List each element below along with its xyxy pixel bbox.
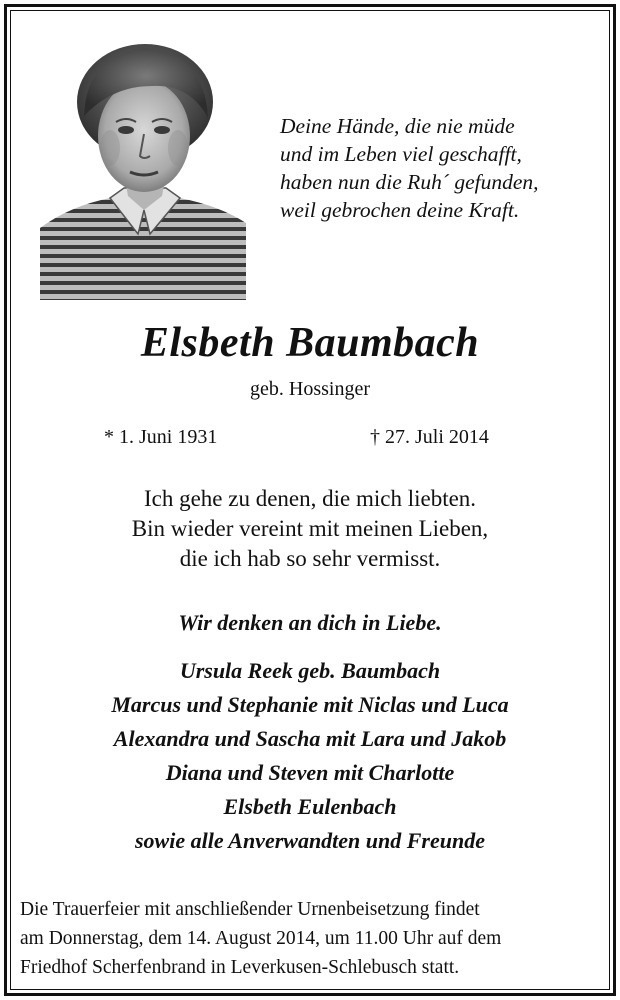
poem <box>280 112 539 224</box>
verse-line: die ich hab so sehr vermisst. <box>179 546 441 571</box>
poem-line: Deine Hände, die nie müde <box>280 114 515 138</box>
funeral-notice <box>20 895 606 982</box>
verse-line: Bin wieder vereint mit meinen Lieben, <box>131 516 489 541</box>
deceased-name: Elsbeth Baumbach <box>140 320 480 366</box>
verse <box>0 484 620 574</box>
notice-line: Friedhof Scherfenbrand in Leverkusen-Schlebusch statt. <box>20 957 460 978</box>
poem-line: und im Leben viel geschafft, <box>280 142 522 166</box>
verse-line: Ich gehe zu denen, die mich liebten. <box>143 486 477 511</box>
mourner-name: sowie alle Anverwandten und Freunde <box>134 828 485 853</box>
mourners-motto: Wir denken an dich in Liebe. <box>178 610 442 635</box>
mourner-name: Marcus und Stephanie mit Niclas und Luca <box>111 692 509 717</box>
birth-date: * 1. Juni 1931 <box>104 426 218 448</box>
portrait-photo <box>40 38 246 300</box>
mourner-name: Elsbeth Eulenbach <box>223 794 397 819</box>
death-date: † 27. Juli 2014 <box>370 426 489 448</box>
maiden-name: geb. Hossinger <box>250 378 370 400</box>
poem-line: haben nun die Ruh´ gefunden, <box>280 170 539 194</box>
mourners-block <box>0 606 620 858</box>
notice-line: Die Trauerfeier mit anschließender Urnenbeisetzung findet <box>20 899 480 920</box>
poem-line: weil gebrochen deine Kraft. <box>280 198 520 222</box>
mourner-name: Alexandra und Sascha mit Lara und Jakob <box>113 726 507 751</box>
mourner-name: Diana und Steven mit Charlotte <box>165 760 455 785</box>
mourner-name: Ursula Reek geb. Baumbach <box>179 658 441 683</box>
notice-line: am Donnerstag, dem 14. August 2014, um 11.00 Uhr auf dem <box>20 928 502 949</box>
